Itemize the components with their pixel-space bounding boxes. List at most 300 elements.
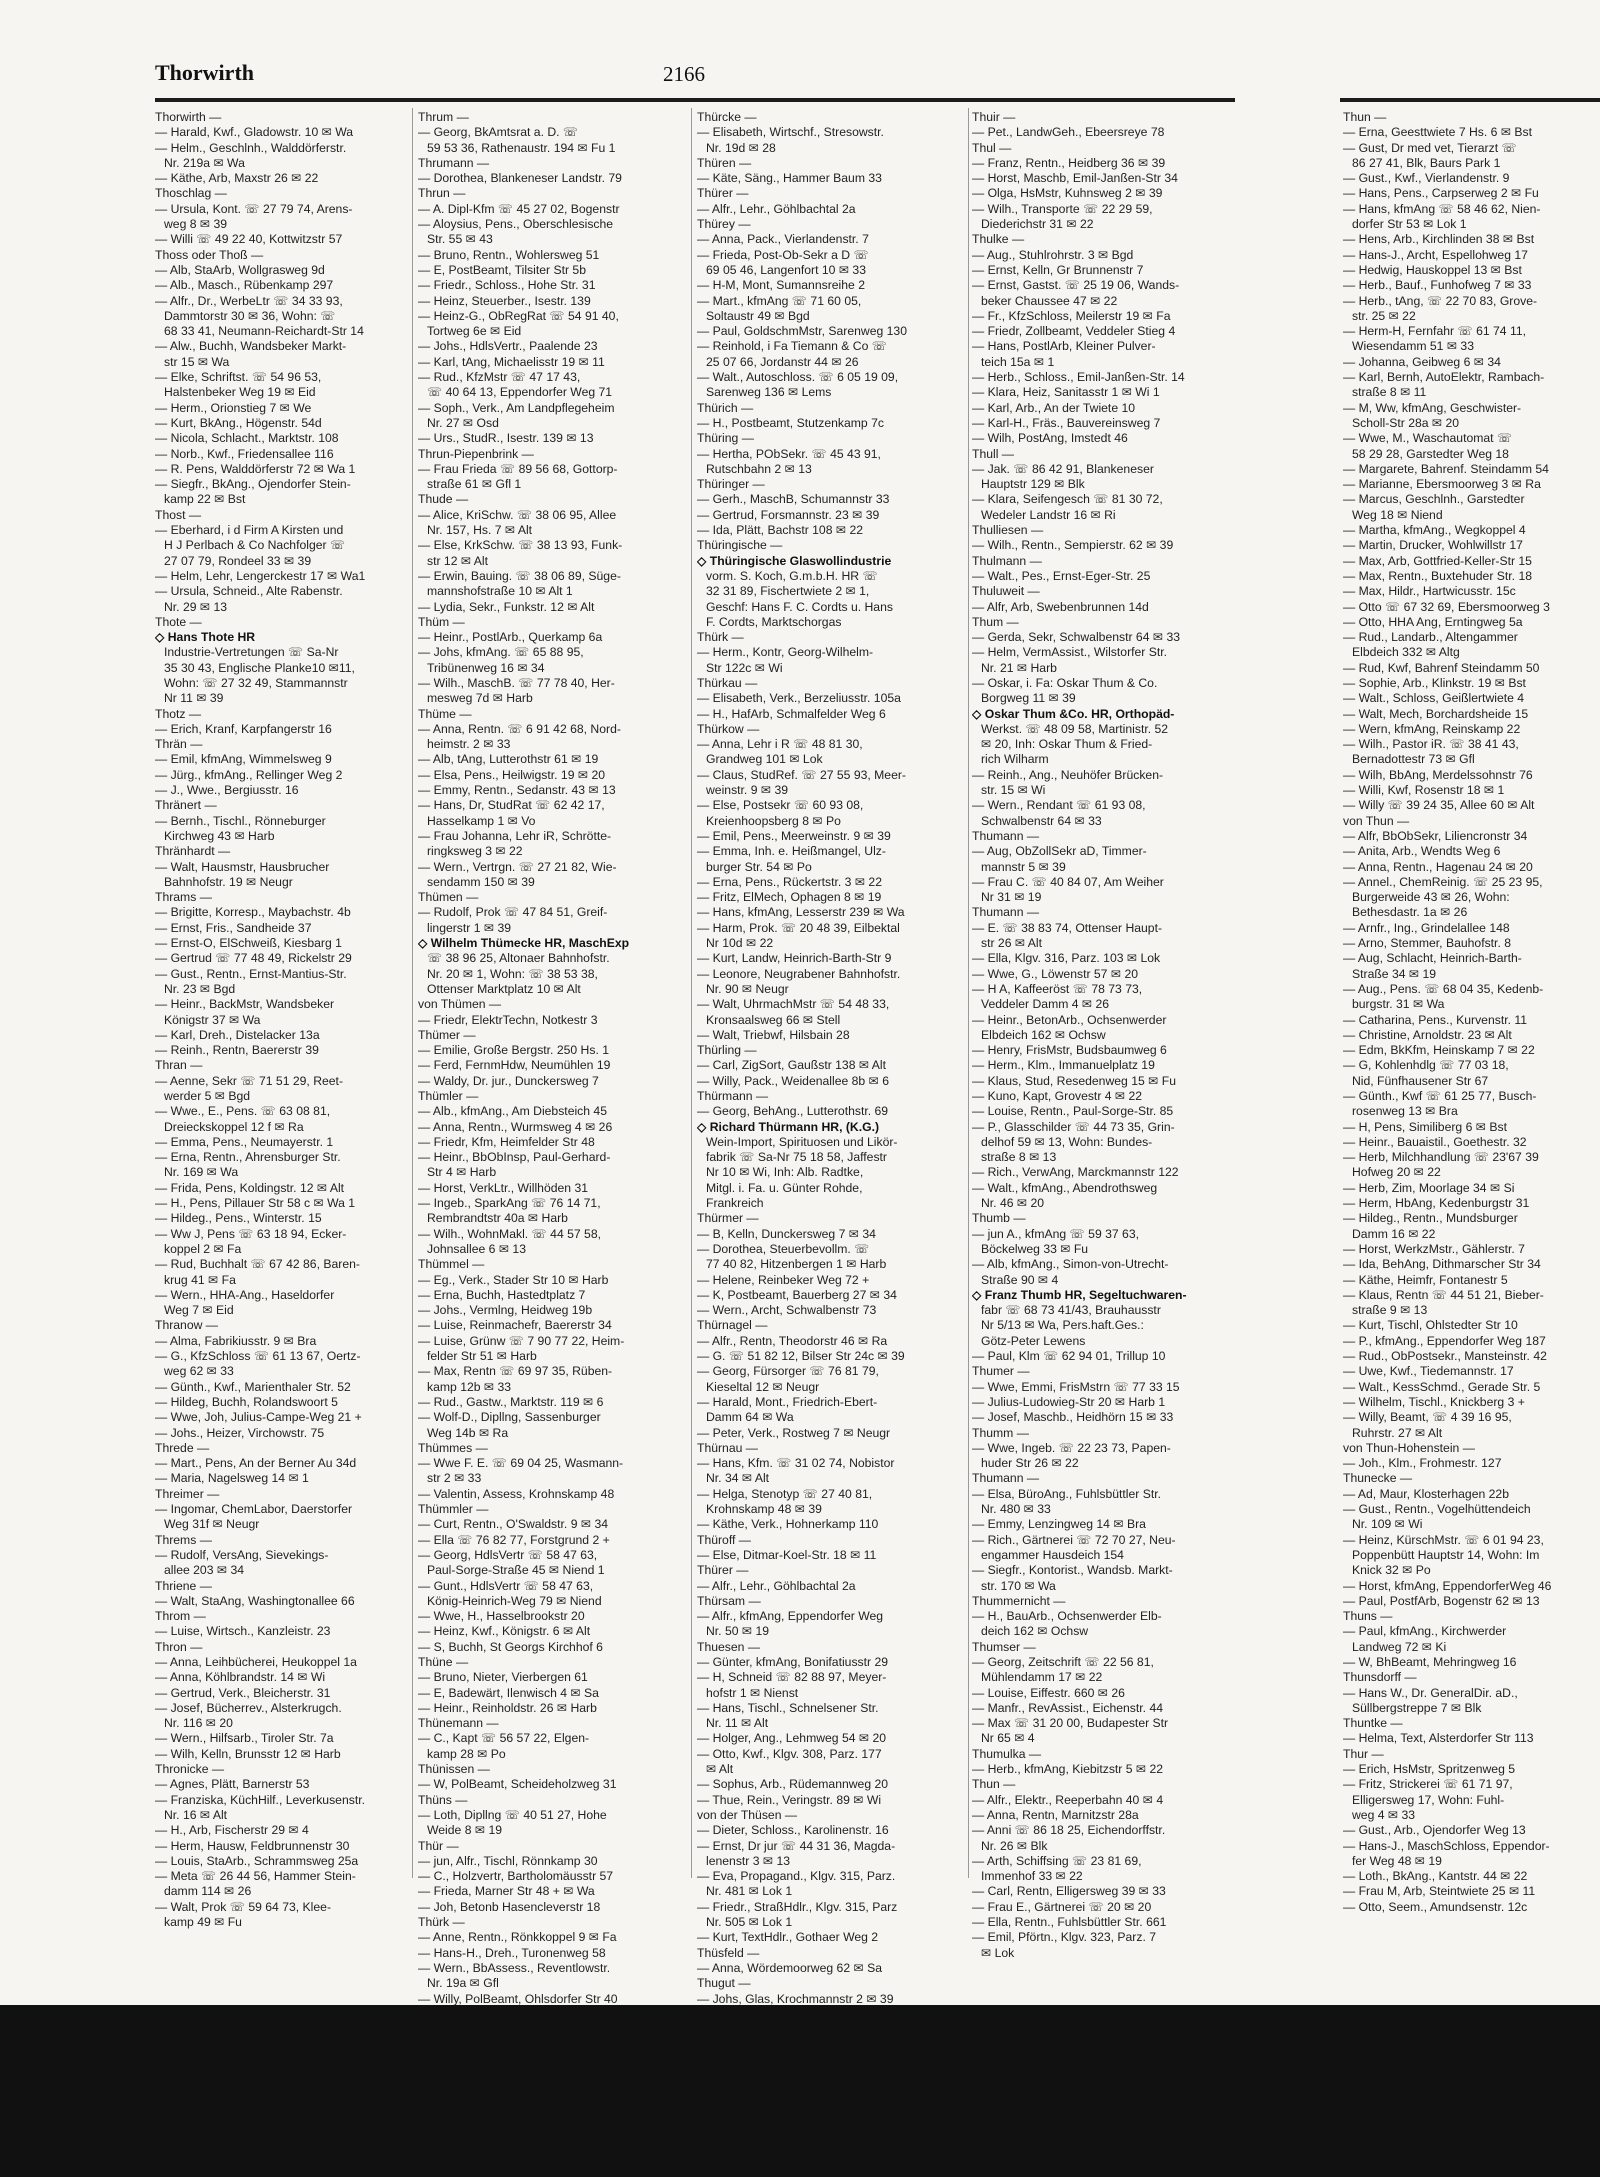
directory-line: Thürkow — <box>697 721 760 736</box>
directory-line: — Kurt, BkAng., Högenstr. 54d <box>155 415 322 430</box>
directory-line: — Otto, Seem., Amundsenstr. 12c <box>1343 1899 1528 1914</box>
directory-line: delhof 59 ✉ 13, Wohn: Bundes- <box>981 1134 1153 1149</box>
directory-line: Thüm — <box>418 614 465 629</box>
directory-line: Geschf: Hans F. C. Cordts u. Hans <box>706 599 893 614</box>
directory-line: — Holger, Ang., Lehmweg 54 ✉ 20 <box>697 1731 887 1746</box>
column-divider <box>412 108 413 1878</box>
directory-line: — Bruno, Nieter, Vierbergen 61 <box>418 1670 588 1685</box>
directory-line: Thulke — <box>972 232 1025 247</box>
directory-line: — Anna, Rentn., Wurmsweg 4 ✉ 26 <box>418 1119 613 1134</box>
directory-line: weg 4 ✉ 33 <box>1352 1807 1416 1822</box>
directory-line: dorfer Str 53 ✉ Lok 1 <box>1352 217 1467 232</box>
directory-line: Thränert — <box>155 798 217 813</box>
directory-line: — Herb, Zim, Moorlage 34 ✉ Si <box>1343 1180 1515 1195</box>
directory-line: — Walt., Schloss, Geißlertwiete 4 <box>1343 691 1525 706</box>
directory-line: Nr 5/13 ✉ Wa, Pers.haft.Ges.: <box>981 1318 1144 1333</box>
directory-line: Wein-Import, Spirituosen und Likör- <box>706 1134 898 1149</box>
directory-line: — Johs, kfmAng. ☏ 65 88 95, <box>418 645 584 660</box>
directory-line: — Horst, kfmAng, EppendorferWeg 46 <box>1343 1578 1552 1593</box>
directory-line: — Johs., Heizer, Virchowstr. 75 <box>155 1425 325 1440</box>
directory-line: — Lydia, Sekr., Funkstr. 12 ✉ Alt <box>418 599 595 614</box>
directory-line: — Hans W., Dr. GeneralDir. aD., <box>1343 1685 1518 1700</box>
directory-line: — Gust., Kwf., Vierlandenstr. 9 <box>1343 171 1510 186</box>
directory-line: Thüsfeld — <box>697 1945 760 1960</box>
directory-line: Thumulka — <box>972 1746 1042 1761</box>
directory-line: — Peter, Verk., Rostweg 7 ✉ Neugr <box>697 1425 891 1440</box>
directory-line: Weide 8 ✉ 19 <box>427 1823 503 1838</box>
directory-line: — P., Glasschilder ☏ 44 73 35, Grin- <box>972 1119 1175 1134</box>
directory-line: — Elisabeth, Verk., Berzeliusstr. 105a <box>697 691 901 706</box>
directory-line: Thumb — <box>972 1211 1026 1226</box>
directory-line: — S, Buchh, St Georgs Kirchhof 6 <box>418 1639 603 1654</box>
directory-line: Nr. 19a ✉ Gfl <box>427 1976 499 1991</box>
directory-line: burger Str. 54 ✉ Po <box>706 859 812 874</box>
directory-line: weg 8 ✉ 39 <box>164 217 228 232</box>
directory-line: 59 53 36, Rathenaustr. 194 ✉ Fu 1 <box>427 140 616 155</box>
directory-line: — Günth., Kwf., Marienthaler Str. 52 <box>155 1379 351 1394</box>
directory-line: — Wolf-D., Dipllng, Sassenburger <box>418 1410 601 1425</box>
directory-line: Nr. 219a ✉ Wa <box>164 155 245 170</box>
directory-line: — Frida, Pens, Koldingstr. 12 ✉ Alt <box>155 1180 345 1195</box>
directory-line: — Ferd, FernmHdw, Neumühlen 19 <box>418 1058 611 1073</box>
directory-line: Königstr 37 ✉ Wa <box>164 1012 261 1027</box>
directory-line: Nr. 29 ✉ 13 <box>164 599 228 614</box>
directory-line: — Wilhelm, Tischl., Knickberg 3 + <box>1343 1394 1525 1409</box>
directory-line: Thürmer — <box>697 1211 759 1226</box>
directory-line: — Norb., Kwf., Friedensallee 116 <box>155 446 334 461</box>
directory-line: — Thue, Rein., Veringstr. 89 ✉ Wi <box>697 1792 882 1807</box>
directory-line: Thronicke — <box>155 1762 225 1777</box>
directory-line: — Fritz, ElMech, Ophagen 8 ✉ 19 <box>697 890 882 905</box>
directory-line: — Rudolf, Prok ☏ 47 84 51, Greif- <box>418 905 608 920</box>
directory-line: — Martha, kfmAng., Wegkoppel 4 <box>1343 523 1526 538</box>
directory-line: Nr. 20 ✉ 1, Wohn: ☏ 38 53 38, <box>427 966 598 981</box>
directory-line: Thürich — <box>697 400 754 415</box>
directory-line: — Paul, kfmAng., Kirchwerder <box>1343 1624 1507 1639</box>
directory-line: — Alfr, Arb, Swebenbrunnen 14d <box>972 599 1149 614</box>
directory-line: — Erna, Buchh, Hastedtplatz 7 <box>418 1287 586 1302</box>
directory-line: — Aloysius, Pens., Oberschlesische <box>418 217 614 232</box>
directory-line: Nr. 19d ✉ 28 <box>706 140 776 155</box>
directory-line: — Gertrud, Forsmannstr. 23 ✉ 39 <box>697 507 880 522</box>
directory-line: F. Cordts, Marktschorgas <box>706 614 842 629</box>
directory-line: — Wern., Archt, Schwalbenstr 73 <box>697 1303 877 1318</box>
directory-line: — Walt., Autoschloss. ☏ 6 05 19 09, <box>697 370 899 385</box>
directory-line: Paul-Sorge-Straße 45 ✉ Niend 1 <box>427 1563 605 1578</box>
directory-line: Thugut — <box>697 1976 751 1991</box>
directory-line: — Käthe, Verk., Hohnerkamp 110 <box>697 1517 879 1532</box>
directory-line: — Alb, kfmAng., Simon-von-Utrecht- <box>972 1257 1169 1272</box>
directory-line: kamp 49 ✉ Fu <box>164 1915 242 1930</box>
directory-line: — Anna, Pack., Vierlandenstr. 7 <box>697 232 869 247</box>
directory-line: — Wern., Rendant ☏ 61 93 08, <box>972 798 1146 813</box>
directory-line: — Siegfr., Kontorist., Wandsb. Markt- <box>972 1563 1173 1578</box>
directory-line: — Aug., Stuhlrohrstr. 3 ✉ Bgd <box>972 247 1134 262</box>
directory-line: — Wilh, PostAng, Imstedt 46 <box>972 431 1128 446</box>
directory-line: Hauptstr 129 ✉ Blk <box>981 477 1085 492</box>
directory-line: Thriene — <box>155 1578 212 1593</box>
directory-line: — Hans, PostlArb, Kleiner Pulver- <box>972 339 1156 354</box>
directory-line: Sarenweg 136 ✉ Lems <box>706 385 832 400</box>
directory-line: Thulliesen — <box>972 523 1044 538</box>
directory-line: Nr. 16 ✉ Alt <box>164 1807 228 1822</box>
directory-line: — Else, KrkSchw. ☏ 38 13 93, Funk- <box>418 538 623 553</box>
directory-line: Kieseltal 12 ✉ Neugr <box>706 1379 820 1394</box>
directory-line: Thüroff — <box>697 1532 751 1547</box>
directory-line: — B, Kelln, Dunckersweg 7 ✉ 34 <box>697 1226 876 1241</box>
directory-line: — H., HafArb, Schmalfelder Weg 6 <box>697 706 886 721</box>
directory-line: — Loth., BkAng., Kantstr. 44 ✉ 22 <box>1343 1869 1528 1884</box>
directory-line: — Manfr., RevAssist., Eichenstr. 44 <box>972 1700 1164 1715</box>
directory-line: — Wilh., MaschB. ☏ 77 78 40, Her- <box>418 675 615 690</box>
directory-line: straße 8 ✉ 13 <box>981 1150 1057 1165</box>
directory-line: — Wern., HHA-Ang., Haseldorfer <box>155 1287 335 1302</box>
directory-line: — Otto, Kwf., Klgv. 308, Parz. 177 <box>697 1746 882 1761</box>
directory-line: Frankreich <box>706 1196 764 1211</box>
directory-line: Thum — <box>972 614 1019 629</box>
directory-column-3 <box>697 110 965 2005</box>
directory-line: Threimer — <box>155 1486 220 1501</box>
directory-line: Throm — <box>155 1609 206 1624</box>
directory-line: — Erna, Rentn., Ahrensburger Str. <box>155 1150 341 1165</box>
directory-line: — Curt, Rentn., O'Swaldstr. 9 ✉ 34 <box>418 1517 609 1532</box>
directory-line: — Nicola, Schlacht., Marktstr. 108 <box>155 431 339 446</box>
directory-line: Elbdeich 332 ✉ Altg <box>1352 645 1460 660</box>
directory-line: 69 05 46, Langenfort 10 ✉ 33 <box>706 262 866 277</box>
directory-line: — Erich, Kranf, Karpfangerstr 16 <box>155 721 332 736</box>
directory-line: — Hans-J., Archt, Espellohweg 17 <box>1343 247 1528 262</box>
directory-line: — Ingomar, ChemLabor, Daerstorfer <box>155 1502 353 1517</box>
directory-line: — Anne, Rentn., Rönkkoppel 9 ✉ Fa <box>418 1930 617 1945</box>
directory-line: — Frau E., Gärtnerei ☏ 20 ✉ 20 <box>972 1899 1152 1914</box>
directory-line: — Heinr., Bauaistil., Goethestr. 32 <box>1343 1134 1527 1149</box>
directory-line: — Alice, KriSchw. ☏ 38 06 95, Allee <box>418 507 617 522</box>
directory-line: — G. ☏ 51 82 12, Bilser Str 24c ✉ 39 <box>697 1349 905 1364</box>
directory-line: damm 114 ✉ 26 <box>164 1884 252 1899</box>
directory-line: — Harald, Mont., Friedrich-Ebert- <box>697 1394 878 1409</box>
directory-line: — Eberhard, i d Firm A Kirsten und <box>155 523 344 538</box>
directory-line: — Heinz, KürschMstr. ☏ 6 01 94 23, <box>1343 1532 1544 1547</box>
directory-line: Thrän — <box>155 737 203 752</box>
directory-line: — Rudolf, VersAng, Sievekings- <box>155 1547 329 1562</box>
directory-line: Thuesen — <box>697 1639 761 1654</box>
directory-line: Elligersweg 17, Wohn: Fuhl- <box>1352 1792 1505 1807</box>
directory-line: — Friedr, Kfm, Heimfelder Str 48 <box>418 1134 595 1149</box>
directory-line: — Ida, Plätt, Bachstr 108 ✉ 22 <box>697 523 864 538</box>
directory-line: Thümen — <box>418 890 479 905</box>
directory-line: Veddeler Damm 4 ✉ 26 <box>981 997 1110 1012</box>
directory-line: Weg 14b ✉ Ra <box>427 1425 509 1440</box>
directory-line: Thränhardt — <box>155 844 231 859</box>
directory-line: — Arth, Schiffsing ☏ 23 81 69, <box>972 1853 1142 1868</box>
directory-line: — Helene, Reinbeker Weg 72 + <box>697 1272 870 1287</box>
directory-line: — Hedwig, Hauskoppel 13 ✉ Bst <box>1343 262 1522 277</box>
directory-line: — Ida, BehAng, Dithmarscher Str 34 <box>1343 1257 1541 1272</box>
directory-line: Poppenbütt Hauptstr 14, Wohn: Im <box>1352 1547 1540 1562</box>
directory-line: — Josef, Maschb., Heidhörn 15 ✉ 33 <box>972 1410 1174 1425</box>
directory-line: — Emma, Inh. e. Heißmangel, Ulz- <box>697 844 886 859</box>
directory-line: Ottenser Marktplatz 10 ✉ Alt <box>427 981 581 996</box>
directory-line: — Georg, BkAmtsrat a. D. ☏ <box>418 125 579 140</box>
directory-line: — Marianne, Ebersmoorweg 3 ✉ Ra <box>1343 477 1541 492</box>
directory-line: Nr 10d ✉ 22 <box>706 936 774 951</box>
directory-line: — Horst, VerkLtr., Willhöden 31 <box>418 1180 589 1195</box>
directory-line: — Alfr., Elektr., Reeperbahn 40 ✉ 4 <box>972 1792 1164 1807</box>
directory-column-2 <box>418 110 686 2005</box>
directory-line: — Emil, Pens., Meerweinstr. 9 ✉ 39 <box>697 828 891 843</box>
directory-line: — Aug, ObZollSekr aD, Timmer- <box>972 844 1147 859</box>
directory-line: — Gunt., HdlsVertr ☏ 58 47 63, <box>418 1578 594 1593</box>
directory-line: — Reinh., Ang., Neuhöfer Brücken- <box>972 767 1164 782</box>
directory-line: — Alb., kfmAng., Am Diebsteich 45 <box>418 1104 607 1119</box>
directory-line: ringksweg 3 ✉ 22 <box>427 844 523 859</box>
directory-line: — Elke, Schriftst. ☏ 54 96 53, <box>155 370 322 385</box>
directory-line: — Eva, Propagand., Klgv. 315, Parz. <box>697 1869 896 1884</box>
directory-column-4 <box>972 110 1237 1961</box>
directory-line: Grandweg 101 ✉ Lok <box>706 752 823 767</box>
directory-line: von Thun — <box>1343 813 1410 828</box>
directory-line: — Louise, Eiffestr. 660 ✉ 26 <box>972 1685 1125 1700</box>
directory-line: — Günth., Kwf ☏ 61 25 77, Busch- <box>1343 1089 1537 1103</box>
directory-line: — Carl, ZigSort, Gaußstr 138 ✉ Alt <box>697 1058 887 1073</box>
directory-line: Thrams — <box>155 890 212 905</box>
directory-line: — Erich, HsMstr, Spritzenweg 5 <box>1343 1762 1516 1777</box>
directory-line: — Walt, Prok ☏ 59 64 73, Klee- <box>155 1899 332 1914</box>
directory-line: Johnsallee 6 ✉ 13 <box>427 1241 526 1256</box>
directory-line: — Karl, Dreh., Distelacker 13a <box>155 1027 320 1042</box>
directory-line: — Walt., Pes., Ernst-Eger-Str. 25 <box>972 568 1151 583</box>
directory-line: — Anna, Köhlbrandstr. 14 ✉ Wi <box>155 1670 326 1685</box>
directory-line: — Harm, Prok. ☏ 20 48 39, Eilbektal <box>697 920 900 935</box>
directory-line: — Karl, Bernh, AutoElektr, Rambach- <box>1343 370 1545 385</box>
directory-line: Thürer — <box>697 1563 749 1578</box>
directory-line: — Hildeg., Pens., Winterstr. 15 <box>155 1211 322 1226</box>
directory-line: — Anni ☏ 86 18 25, Eichendorffstr. <box>972 1823 1166 1838</box>
directory-line: — Martin, Drucker, Wohlwillstr 17 <box>1343 538 1523 553</box>
directory-line: Diederichstr 31 ✉ 22 <box>981 217 1094 232</box>
page-number: 2166 <box>663 62 705 86</box>
directory-line: — Ursula, Kont. ☏ 27 79 74, Arens- <box>155 201 353 216</box>
directory-line: — Georg, Zeitschrift ☏ 22 56 81, <box>972 1654 1154 1669</box>
directory-line: rosenweg 13 ✉ Bra <box>1352 1104 1458 1119</box>
directory-line: Thümer — <box>418 1027 476 1042</box>
directory-line: ✉ Alt <box>706 1762 734 1777</box>
directory-line: — Hans, Pens., Carpserweg 2 ✉ Fu <box>1343 186 1539 201</box>
directory-line: — Georg, BehAng., Lutterothstr. 69 <box>697 1104 889 1119</box>
directory-line: rich Wilharm <box>981 752 1049 767</box>
directory-line: — Dorothea, Blankeneser Landstr. 79 <box>418 171 622 186</box>
directory-line: — Anna, Lehr i R ☏ 48 81 30, <box>697 737 863 752</box>
directory-line: — Heinr., Reinholdstr. 26 ✉ Harb <box>418 1700 597 1715</box>
directory-line: Thürey — <box>697 217 751 232</box>
directory-line: — Else, Ditmar-Koel-Str. 18 ✉ 11 <box>697 1547 877 1562</box>
directory-line: Knick 32 ✉ Po <box>1352 1563 1431 1578</box>
directory-line: — Waldy, Dr. jur., Dunckersweg 7 <box>418 1073 599 1088</box>
directory-line: — Uwe, Kwf., Tiedemannstr. 17 <box>1343 1364 1514 1379</box>
directory-line: — H., Pens, Pillauer Str 58 c ✉ Wa 1 <box>155 1196 356 1211</box>
directory-line: Thunecke — <box>1343 1471 1413 1486</box>
directory-line: Nr. 109 ✉ Wi <box>1352 1517 1423 1532</box>
directory-line: fabrik ☏ Sa-Nr 75 18 58, Jaffestr <box>706 1150 887 1165</box>
directory-line: Mühlendamm 17 ✉ 22 <box>981 1670 1103 1685</box>
directory-line: — Harald, Kwf., Gladowstr. 10 ✉ Wa <box>155 125 354 140</box>
directory-line: kamp 12b ✉ 33 <box>427 1379 512 1394</box>
directory-line: — Alfr., Dr., WerbeLtr ☏ 34 33 93, <box>155 293 343 308</box>
directory-line: — Herb., kfmAng, Kiebitzstr 5 ✉ 22 <box>972 1762 1164 1777</box>
directory-line: — Luise, Wirtsch., Kanzleistr. 23 <box>155 1624 331 1639</box>
directory-line: — Ernst-O, ElSchweiß, Kiesbarg 1 <box>155 936 342 951</box>
directory-line: Damm 16 ✉ 22 <box>1352 1226 1436 1241</box>
directory-line: — Willi, Kwf, Rosenstr 18 ✉ 1 <box>1343 783 1505 798</box>
directory-line: straße 9 ✉ 13 <box>1352 1303 1428 1318</box>
directory-line: — Ella, Klgv. 316, Parz. 103 ✉ Lok <box>972 951 1161 966</box>
directory-line: Nr 10 ✉ Wi, Inh: Alb. Radtke, <box>706 1165 864 1180</box>
directory-line: — Anna, Wördemoorweg 62 ✉ Sa <box>697 1960 882 1975</box>
directory-line: — Wern., Vertrgn. ☏ 27 21 82, Wie- <box>418 859 617 874</box>
directory-line: heimstr. 2 ✉ 33 <box>427 737 511 752</box>
directory-line: — Alfr, BbObSekr, Liliencronstr 34 <box>1343 828 1528 843</box>
directory-line: str 2 ✉ 33 <box>427 1471 482 1486</box>
directory-line: Kirchweg 43 ✉ Harb <box>164 828 275 843</box>
directory-line: — Anita, Arb., Wendts Weg 6 <box>1343 844 1501 859</box>
directory-line: — Heinz, Steuerber., Isestr. 139 <box>418 293 591 308</box>
directory-line: — Dorothea, Steuerbevollm. ☏ <box>697 1241 870 1256</box>
directory-line: Straße 90 ✉ 4 <box>981 1272 1059 1287</box>
directory-line: König-Heinrich-Weg 79 ✉ Niend <box>427 1593 602 1608</box>
directory-line: — E. ☏ 38 83 74, Ottenser Haupt- <box>972 920 1163 935</box>
directory-line: — Ella, Rentn., Fuhlsbüttler Str. 661 <box>972 1915 1167 1930</box>
directory-line: — Wwe, H., Hasselbrookstr 20 <box>418 1609 585 1624</box>
directory-line: — Kurt, TextHdlr., Gothaer Weg 2 <box>697 1930 879 1945</box>
directory-line: — Willy, Beamt, ☏ 4 39 16 95, <box>1343 1410 1512 1425</box>
directory-line: — Karl, tAng, Michaelisstr 19 ✉ 11 <box>418 354 605 369</box>
directory-line: — Hildeg, Buchh, Rolandswoort 5 <box>155 1394 338 1409</box>
directory-line: — Wwe, Ingeb. ☏ 22 23 73, Papen- <box>972 1440 1171 1455</box>
directory-line: — Rud., ObPostsekr., Mansteinstr. 42 <box>1343 1349 1547 1364</box>
directory-line: Thüren — <box>697 155 752 170</box>
directory-line: Damm 64 ✉ Wa <box>706 1410 794 1425</box>
directory-line: Thürmann — <box>697 1089 769 1103</box>
directory-line: — Frau Johanna, Lehr iR, Schrötte- <box>418 828 612 843</box>
directory-line: — C., Holzvertr, Bartholomäusstr 57 <box>418 1869 614 1884</box>
directory-line: Kreienhoopsberg 8 ✉ Po <box>706 813 841 828</box>
directory-line: — Johs., HdlsVertr., Paalende 23 <box>418 339 598 354</box>
directory-line: Wohn: ☏ 27 32 49, Stammannstr <box>164 675 348 690</box>
directory-line: — R. Pens, Walddörferstr 72 ✉ Wa 1 <box>155 461 356 476</box>
directory-line: — Mart., Pens, An der Berner Au 34d <box>155 1456 357 1471</box>
directory-line: — Catharina, Pens., Kurvenstr. 11 <box>1343 1012 1528 1027</box>
directory-line: — Paul, Klm ☏ 62 94 01, Trillup 10 <box>972 1349 1166 1364</box>
directory-line: — jun, Alfr., Tischl, Rönnkamp 30 <box>418 1853 598 1868</box>
directory-line: — Helm, Lehr, Lengerckestr 17 ✉ Wa1 <box>155 568 366 583</box>
directory-line: Thuluweit — <box>972 584 1040 599</box>
directory-line: — Wwe, M., Waschautomat ☏ <box>1343 431 1513 446</box>
directory-line: Nr. 481 ✉ Lok 1 <box>706 1884 793 1899</box>
directory-line: — Margarete, Bahrenf. Steindamm 54 <box>1343 461 1549 476</box>
directory-line: — Wern., Hilfsarb., Tiroler Str. 7a <box>155 1731 334 1746</box>
directory-line: Thoschlag — <box>155 186 227 201</box>
directory-line: Weg 7 ✉ Eid <box>164 1303 234 1318</box>
directory-line: — Käthe, Arb, Maxstr 26 ✉ 22 <box>155 171 319 186</box>
directory-line: — Herb., tAng, ☏ 22 70 83, Grove- <box>1343 293 1538 308</box>
directory-line: — Alb, tAng, Lutterothstr 61 ✉ 19 <box>418 752 599 767</box>
directory-line: Thürling — <box>697 1043 757 1058</box>
directory-line: — Meta ☏ 26 44 56, Hammer Stein- <box>155 1869 356 1884</box>
directory-line: — Helm, VermAssist., Wilstorfer Str. <box>972 645 1168 660</box>
directory-line: — Heinr., BackMstr, Wandsbeker <box>155 997 335 1012</box>
directory-line: — Henry, FrisMstr, Budsbaumweg 6 <box>972 1043 1167 1058</box>
directory-line: — Rud, Kwf, Bahrenf Steindamm 50 <box>1343 660 1540 675</box>
directory-line: — Herb., Bauf., Funhofweg 7 ✉ 33 <box>1343 278 1532 293</box>
directory-line: felder Str 51 ✉ Harb <box>427 1349 537 1364</box>
directory-line: — Wwe, Joh, Julius-Campe-Weg 21 + <box>155 1410 362 1425</box>
directory-line: Nr. 23 ✉ Bgd <box>164 981 236 996</box>
directory-line: Wedeler Landstr 16 ✉ Ri <box>981 507 1116 522</box>
directory-line: ◇ Oskar Thum &Co. HR, Orthopäd- <box>972 706 1175 721</box>
directory-line: Bethesdastr. 1a ✉ 26 <box>1352 905 1468 920</box>
directory-line: — Gertrud, Verk., Bleicherstr. 31 <box>155 1685 331 1700</box>
directory-line: — Alfr., kfmAng, Eppendorfer Weg <box>697 1609 884 1624</box>
directory-line: ☏ 38 96 25, Altonaer Bahnhofstr. <box>427 951 610 966</box>
directory-line: Immenhof 33 ✉ 22 <box>981 1869 1083 1884</box>
directory-line: — Olga, HsMstr, Kuhnsweg 2 ✉ 39 <box>972 186 1163 201</box>
directory-line: Thrum — <box>418 110 469 124</box>
directory-line: — Kurt, Tischl, Ohlstedter Str 10 <box>1343 1318 1518 1333</box>
directory-line: kamp 22 ✉ Bst <box>164 492 246 507</box>
directory-line: Werkst. ☏ 48 09 58, Martinistr. 52 <box>981 721 1169 736</box>
directory-line: Thrun-Piepenbrink — <box>418 446 534 461</box>
directory-line: — Hans-H., Dreh., Turonenweg 58 <box>418 1945 606 1960</box>
directory-line: Thürer — <box>697 186 749 201</box>
directory-line: — Heinz-G., ObRegRat ☏ 54 91 40, <box>418 308 619 323</box>
directory-line: — Anna, Rentn. ☏ 6 91 42 68, Nord- <box>418 721 621 736</box>
directory-line: — Ernst, Dr jur ☏ 44 31 36, Magda- <box>697 1838 896 1853</box>
directory-line: — Siegfr., BkAng., Ojendorfer Stein- <box>155 477 351 492</box>
directory-line: Nr. 34 ✉ Alt <box>706 1471 770 1486</box>
directory-line: kamp 28 ✉ Po <box>427 1746 506 1761</box>
directory-line: — Frieda, Post-Ob-Sekr a D ☏ <box>697 247 869 262</box>
directory-line: — Eg., Verk., Stader Str 10 ✉ Harb <box>418 1272 609 1287</box>
directory-line: Thürnau — <box>697 1440 758 1455</box>
column-divider <box>691 108 692 1878</box>
directory-line: Threde — <box>155 1440 210 1455</box>
directory-line: — Emilie, Große Bergstr. 250 Hs. 1 <box>418 1043 610 1058</box>
directory-line: Thrun — <box>418 186 466 201</box>
directory-line: — C., Kapt ☏ 56 57 22, Elgen- <box>418 1731 590 1746</box>
directory-line: — Johs, Glas, Krochmannstr 2 ✉ 39 <box>697 1991 894 2005</box>
directory-line: ☏ 40 64 13, Eppendorfer Weg 71 <box>427 385 613 400</box>
directory-line: mannstr 5 ✉ 39 <box>981 859 1066 874</box>
directory-line: — Max ☏ 31 20 00, Budapester Str <box>972 1716 1169 1731</box>
directory-line: ◇ Richard Thürmann HR, (K.G.) <box>697 1119 880 1134</box>
directory-line: — Franz, Rentn., Heidberg 36 ✉ 39 <box>972 155 1166 170</box>
directory-line: — M, Ww, kfmAng, Geschwister- <box>1343 400 1522 415</box>
directory-line: — Joh., Klm., Frohmestr. 127 <box>1343 1456 1502 1471</box>
directory-line: — Rich., VerwAng, Marckmannstr 122 <box>972 1165 1179 1180</box>
directory-line: Thümmes — <box>418 1440 488 1455</box>
directory-line: — Max, Rentn ☏ 69 97 35, Rüben- <box>418 1364 613 1379</box>
directory-line: — Hens, Arb., Kirchlinden 38 ✉ Bst <box>1343 232 1535 247</box>
directory-line: ◇ Hans Thote HR <box>155 630 256 645</box>
directory-line: — Klaus, Rentn ☏ 44 51 21, Bieber- <box>1343 1287 1544 1302</box>
directory-line: — Paul, GoldschmMstr, Sarenweg 130 <box>697 324 907 339</box>
directory-line: — Hans, Tischl., Schnelsener Str. <box>697 1700 879 1715</box>
directory-line: — Emmy, Lenzingweg 14 ✉ Bra <box>972 1517 1146 1532</box>
directory-line: Thünemann — <box>418 1716 499 1731</box>
directory-line: — Reinhold, i Fa Tiemann & Co ☏ <box>697 339 888 354</box>
header-rule-right <box>1340 98 1600 102</box>
directory-line: — Horst, WerkzMstr., Gählerstr. 7 <box>1343 1241 1525 1256</box>
